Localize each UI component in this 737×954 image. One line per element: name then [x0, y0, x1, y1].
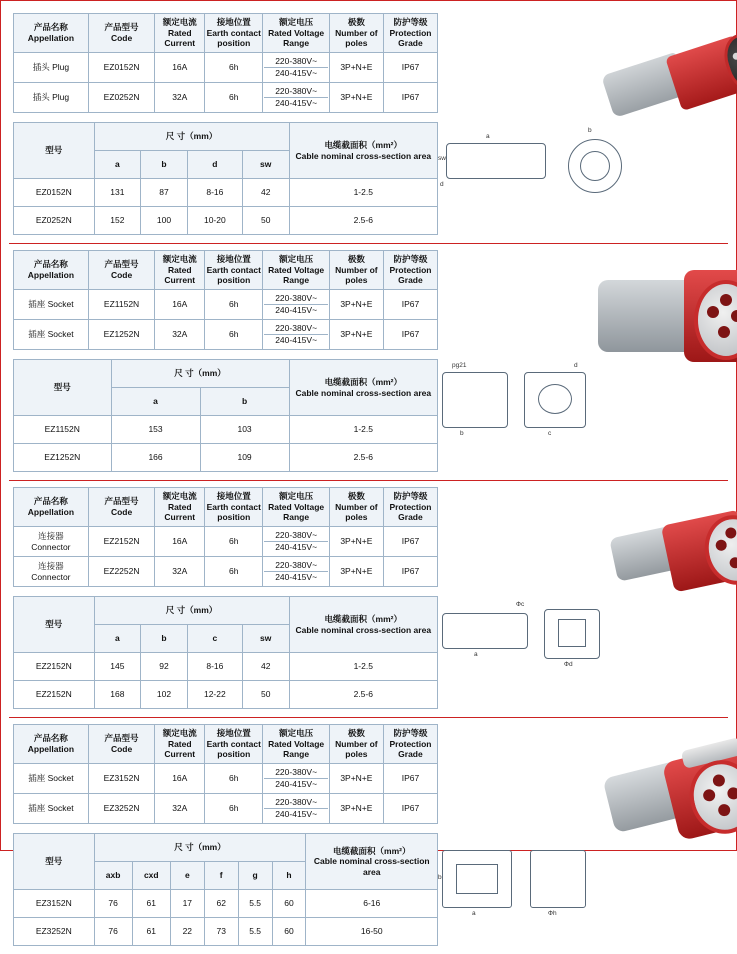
cell-cable: 2.5-6: [289, 444, 437, 472]
cell-current: 32A: [155, 83, 205, 113]
dimension-table-socket-flush: [13, 833, 438, 946]
col-sw: sw: [242, 625, 289, 653]
cell-b: 109: [200, 444, 289, 472]
cell-earth: 6h: [205, 527, 263, 557]
col-cable: 电缆截面积（mm²） Cable nominal cross-section area: [289, 123, 437, 179]
cell-voltage: 220-380V~ 240-415V~: [263, 557, 330, 587]
cell-axb: 76: [94, 918, 132, 946]
cell-current: 16A: [155, 764, 205, 794]
dimension-table-connector: [13, 596, 438, 709]
col-rated-voltage: 额定电压 Rated Voltage Range: [263, 251, 330, 290]
cell-voltage: 220-380V~ 240-415V~: [263, 794, 330, 824]
cell-poles: 3P+N+E: [329, 320, 383, 350]
cell-voltage: 220-380V~ 240-415V~: [263, 764, 330, 794]
flush-socket-photo: [608, 740, 737, 848]
col-code: 产品型号 Code: [88, 14, 155, 53]
cell-b: 87: [141, 179, 188, 207]
cell-voltage: 220-380V~ 240-415V~: [263, 83, 330, 113]
cell-b: 92: [141, 653, 188, 681]
cell-current: 32A: [155, 794, 205, 824]
cell-earth: 6h: [205, 320, 263, 350]
col-c: c: [187, 625, 242, 653]
cell-h: 60: [272, 918, 306, 946]
cell-appellation: 连接器 Connector: [14, 527, 89, 557]
col-rated-voltage: 额定电压 Rated Voltage Range: [263, 725, 330, 764]
cell-sw: 42: [242, 653, 289, 681]
col-size: 尺 寸（mm）: [111, 360, 289, 388]
col-sw: sw: [242, 151, 289, 179]
cell-b: 103: [200, 416, 289, 444]
table-header-row: [14, 360, 438, 388]
cell-protection: IP67: [383, 290, 437, 320]
cell-d: 8-16: [187, 179, 242, 207]
connector-photo: [613, 501, 737, 607]
plug-side-drawing: [446, 143, 546, 179]
cell-model: EZ1152N: [14, 416, 112, 444]
col-model: 型号: [14, 834, 95, 890]
table-row: [14, 207, 438, 235]
col-code: 产品型号 Code: [88, 488, 155, 527]
cell-earth: 6h: [205, 290, 263, 320]
section-socket-surface: [9, 244, 728, 481]
cell-earth: 6h: [205, 53, 263, 83]
table-row: [14, 681, 438, 709]
cell-model: EZ2152N: [14, 653, 95, 681]
cell-voltage: 220-380V~ 240-415V~: [263, 320, 330, 350]
cell-appellation: 插头 Plug: [14, 83, 89, 113]
cell-poles: 3P+N+E: [329, 53, 383, 83]
col-model: 型号: [14, 597, 95, 653]
cell-voltage: 220-380V~ 240-415V~: [263, 53, 330, 83]
cell-voltage: 220-380V~ 240-415V~: [263, 527, 330, 557]
cell-protection: IP67: [383, 53, 437, 83]
col-earth-position: 接地位置 Earth contact position: [205, 725, 263, 764]
cell-appellation: 插座 Socket: [14, 320, 89, 350]
cell-earth: 6h: [205, 764, 263, 794]
col-rated-current: 额定电流 Rated Current: [155, 251, 205, 290]
cell-cxd: 61: [132, 918, 170, 946]
cell-current: 32A: [155, 320, 205, 350]
cell-model: EZ3252N: [14, 918, 95, 946]
cell-current: 16A: [155, 290, 205, 320]
cell-code: EZ2252N: [88, 557, 155, 587]
col-code: 产品型号 Code: [88, 251, 155, 290]
table-header-row: [14, 251, 438, 290]
col-size: 尺 寸（mm）: [94, 123, 289, 151]
cell-code: EZ2152N: [88, 527, 155, 557]
table-row: [14, 557, 438, 587]
col-cable: 电缆截面积（mm²） Cable nominal cross-section area: [306, 834, 438, 890]
col-rated-voltage: 额定电压 Rated Voltage Range: [263, 14, 330, 53]
col-poles: 极数 Number of poles: [329, 251, 383, 290]
connector-side-drawing: [442, 613, 528, 649]
section-plug: [9, 7, 728, 244]
col-protection: 防护等级 Protection Grade: [383, 14, 437, 53]
cell-model: EZ3152N: [14, 890, 95, 918]
cell-protection: IP67: [383, 83, 437, 113]
cell-b: 100: [141, 207, 188, 235]
cell-model: EZ1252N: [14, 444, 112, 472]
col-rated-voltage: 额定电压 Rated Voltage Range: [263, 488, 330, 527]
flush-side-drawing: [530, 850, 586, 908]
table-row: [14, 918, 438, 946]
cell-code: EZ0152N: [88, 53, 155, 83]
table-row: [14, 890, 438, 918]
tables-socket-flush: [13, 724, 438, 946]
cell-poles: 3P+N+E: [329, 764, 383, 794]
cell-f: 73: [204, 918, 238, 946]
cell-cable: 16-50: [306, 918, 438, 946]
illustration-connector: a Фc Фd: [438, 487, 724, 677]
table-header-row: [14, 123, 438, 151]
cell-e: 22: [170, 918, 204, 946]
col-appellation: 产品名称 Appellation: [14, 251, 89, 290]
table-row: [14, 320, 438, 350]
tables-plug: [13, 13, 438, 235]
table-row: [14, 53, 438, 83]
cell-poles: 3P+N+E: [329, 794, 383, 824]
col-protection: 防护等级 Protection Grade: [383, 488, 437, 527]
table-row: [14, 290, 438, 320]
spec-table-socket-surface: [13, 250, 438, 350]
table-row: [14, 527, 438, 557]
table-row: [14, 83, 438, 113]
spec-table-plug: [13, 13, 438, 113]
dimension-table-plug: [13, 122, 438, 235]
cell-cable: 2.5-6: [289, 207, 437, 235]
cell-appellation: 连接器 Connector: [14, 557, 89, 587]
illustration-socket-flush: a b Фh: [438, 724, 724, 914]
cell-protection: IP67: [383, 557, 437, 587]
cell-code: EZ3152N: [88, 764, 155, 794]
cell-current: 32A: [155, 557, 205, 587]
col-f: f: [204, 862, 238, 890]
cell-model: EZ0252N: [14, 207, 95, 235]
col-rated-current: 额定电流 Rated Current: [155, 14, 205, 53]
spec-table-socket-flush: [13, 724, 438, 824]
cell-poles: 3P+N+E: [329, 83, 383, 113]
cell-cable: 1-2.5: [289, 653, 437, 681]
cell-protection: IP67: [383, 794, 437, 824]
cell-model: EZ0152N: [14, 179, 95, 207]
col-earth-position: 接地位置 Earth contact position: [205, 488, 263, 527]
cell-b: 102: [141, 681, 188, 709]
cell-model: EZ2152N: [14, 681, 95, 709]
col-a: a: [94, 625, 141, 653]
col-poles: 极数 Number of poles: [329, 488, 383, 527]
col-model: 型号: [14, 360, 112, 416]
col-h: h: [272, 862, 306, 890]
illustration-plug: a d sw b: [438, 13, 724, 203]
tables-connector: [13, 487, 438, 709]
cell-code: EZ1152N: [88, 290, 155, 320]
cell-earth: 6h: [205, 794, 263, 824]
cell-appellation: 插座 Socket: [14, 290, 89, 320]
cell-a: 152: [94, 207, 141, 235]
cell-a: 145: [94, 653, 141, 681]
col-poles: 极数 Number of poles: [329, 14, 383, 53]
plug-photo: [606, 27, 737, 135]
cell-sw: 42: [242, 179, 289, 207]
col-b: b: [200, 388, 289, 416]
cell-a: 168: [94, 681, 141, 709]
col-cxd: cxd: [132, 862, 170, 890]
col-protection: 防护等级 Protection Grade: [383, 251, 437, 290]
cell-sw: 50: [242, 207, 289, 235]
cell-code: EZ1252N: [88, 320, 155, 350]
col-size: 尺 寸（mm）: [94, 834, 306, 862]
table-row: [14, 764, 438, 794]
table-row: [14, 179, 438, 207]
cell-h: 60: [272, 890, 306, 918]
table-header-row: [14, 488, 438, 527]
cell-cable: 1-2.5: [289, 416, 437, 444]
cell-protection: IP67: [383, 527, 437, 557]
cell-current: 16A: [155, 527, 205, 557]
socket-side-drawing: [442, 372, 508, 428]
cell-appellation: 插头 Plug: [14, 53, 89, 83]
col-a: a: [94, 151, 141, 179]
illustration-socket-surface: pg21 b d c: [438, 250, 724, 440]
cell-sw: 50: [242, 681, 289, 709]
cell-e: 17: [170, 890, 204, 918]
table-row: [14, 444, 438, 472]
cell-protection: IP67: [383, 764, 437, 794]
col-code: 产品型号 Code: [88, 725, 155, 764]
cell-code: EZ0252N: [88, 83, 155, 113]
col-b: b: [141, 151, 188, 179]
col-earth-position: 接地位置 Earth contact position: [205, 14, 263, 53]
dimension-table-socket-surface: [13, 359, 438, 472]
cell-a: 166: [111, 444, 200, 472]
cell-poles: 3P+N+E: [329, 527, 383, 557]
cell-d: 10-20: [187, 207, 242, 235]
col-appellation: 产品名称 Appellation: [14, 725, 89, 764]
socket-photo: [598, 262, 737, 372]
cell-cable: 6-16: [306, 890, 438, 918]
col-cable: 电缆截面积（mm²） Cable nominal cross-section area: [289, 360, 437, 416]
col-size: 尺 寸（mm）: [94, 597, 289, 625]
cell-voltage: 220-380V~ 240-415V~: [263, 290, 330, 320]
table-header-row: [14, 597, 438, 625]
cell-code: EZ3252N: [88, 794, 155, 824]
cell-poles: 3P+N+E: [329, 290, 383, 320]
col-earth-position: 接地位置 Earth contact position: [205, 251, 263, 290]
section-connector: [9, 481, 728, 718]
col-e: e: [170, 862, 204, 890]
col-appellation: 产品名称 Appellation: [14, 488, 89, 527]
cell-cxd: 61: [132, 890, 170, 918]
cell-current: 16A: [155, 53, 205, 83]
cell-cable: 2.5-6: [289, 681, 437, 709]
section-socket-flush: [9, 718, 728, 954]
col-g: g: [238, 862, 272, 890]
cell-poles: 3P+N+E: [329, 557, 383, 587]
cell-a: 153: [111, 416, 200, 444]
col-b: b: [141, 625, 188, 653]
cell-g: 5.5: [238, 890, 272, 918]
col-poles: 极数 Number of poles: [329, 725, 383, 764]
table-header-row: [14, 834, 438, 862]
spec-table-connector: [13, 487, 438, 587]
table-row: [14, 794, 438, 824]
cell-c: 12-22: [187, 681, 242, 709]
col-rated-current: 额定电流 Rated Current: [155, 725, 205, 764]
table-header-row: [14, 14, 438, 53]
table-row: [14, 416, 438, 444]
cell-axb: 76: [94, 890, 132, 918]
cell-g: 5.5: [238, 918, 272, 946]
col-a: a: [111, 388, 200, 416]
cell-a: 131: [94, 179, 141, 207]
cell-protection: IP67: [383, 320, 437, 350]
col-protection: 防护等级 Protection Grade: [383, 725, 437, 764]
cell-earth: 6h: [205, 557, 263, 587]
cell-c: 8-16: [187, 653, 242, 681]
col-axb: axb: [94, 862, 132, 890]
tables-socket-surface: [13, 250, 438, 472]
cell-appellation: 插座 Socket: [14, 794, 89, 824]
col-model: 型号: [14, 123, 95, 179]
col-d: d: [187, 151, 242, 179]
table-row: [14, 653, 438, 681]
col-rated-current: 额定电流 Rated Current: [155, 488, 205, 527]
cell-earth: 6h: [205, 83, 263, 113]
col-appellation: 产品名称 Appellation: [14, 14, 89, 53]
cell-appellation: 插座 Socket: [14, 764, 89, 794]
cell-cable: 1-2.5: [289, 179, 437, 207]
cell-f: 62: [204, 890, 238, 918]
col-cable: 电缆截面积（mm²） Cable nominal cross-section area: [289, 597, 437, 653]
table-header-row: [14, 725, 438, 764]
